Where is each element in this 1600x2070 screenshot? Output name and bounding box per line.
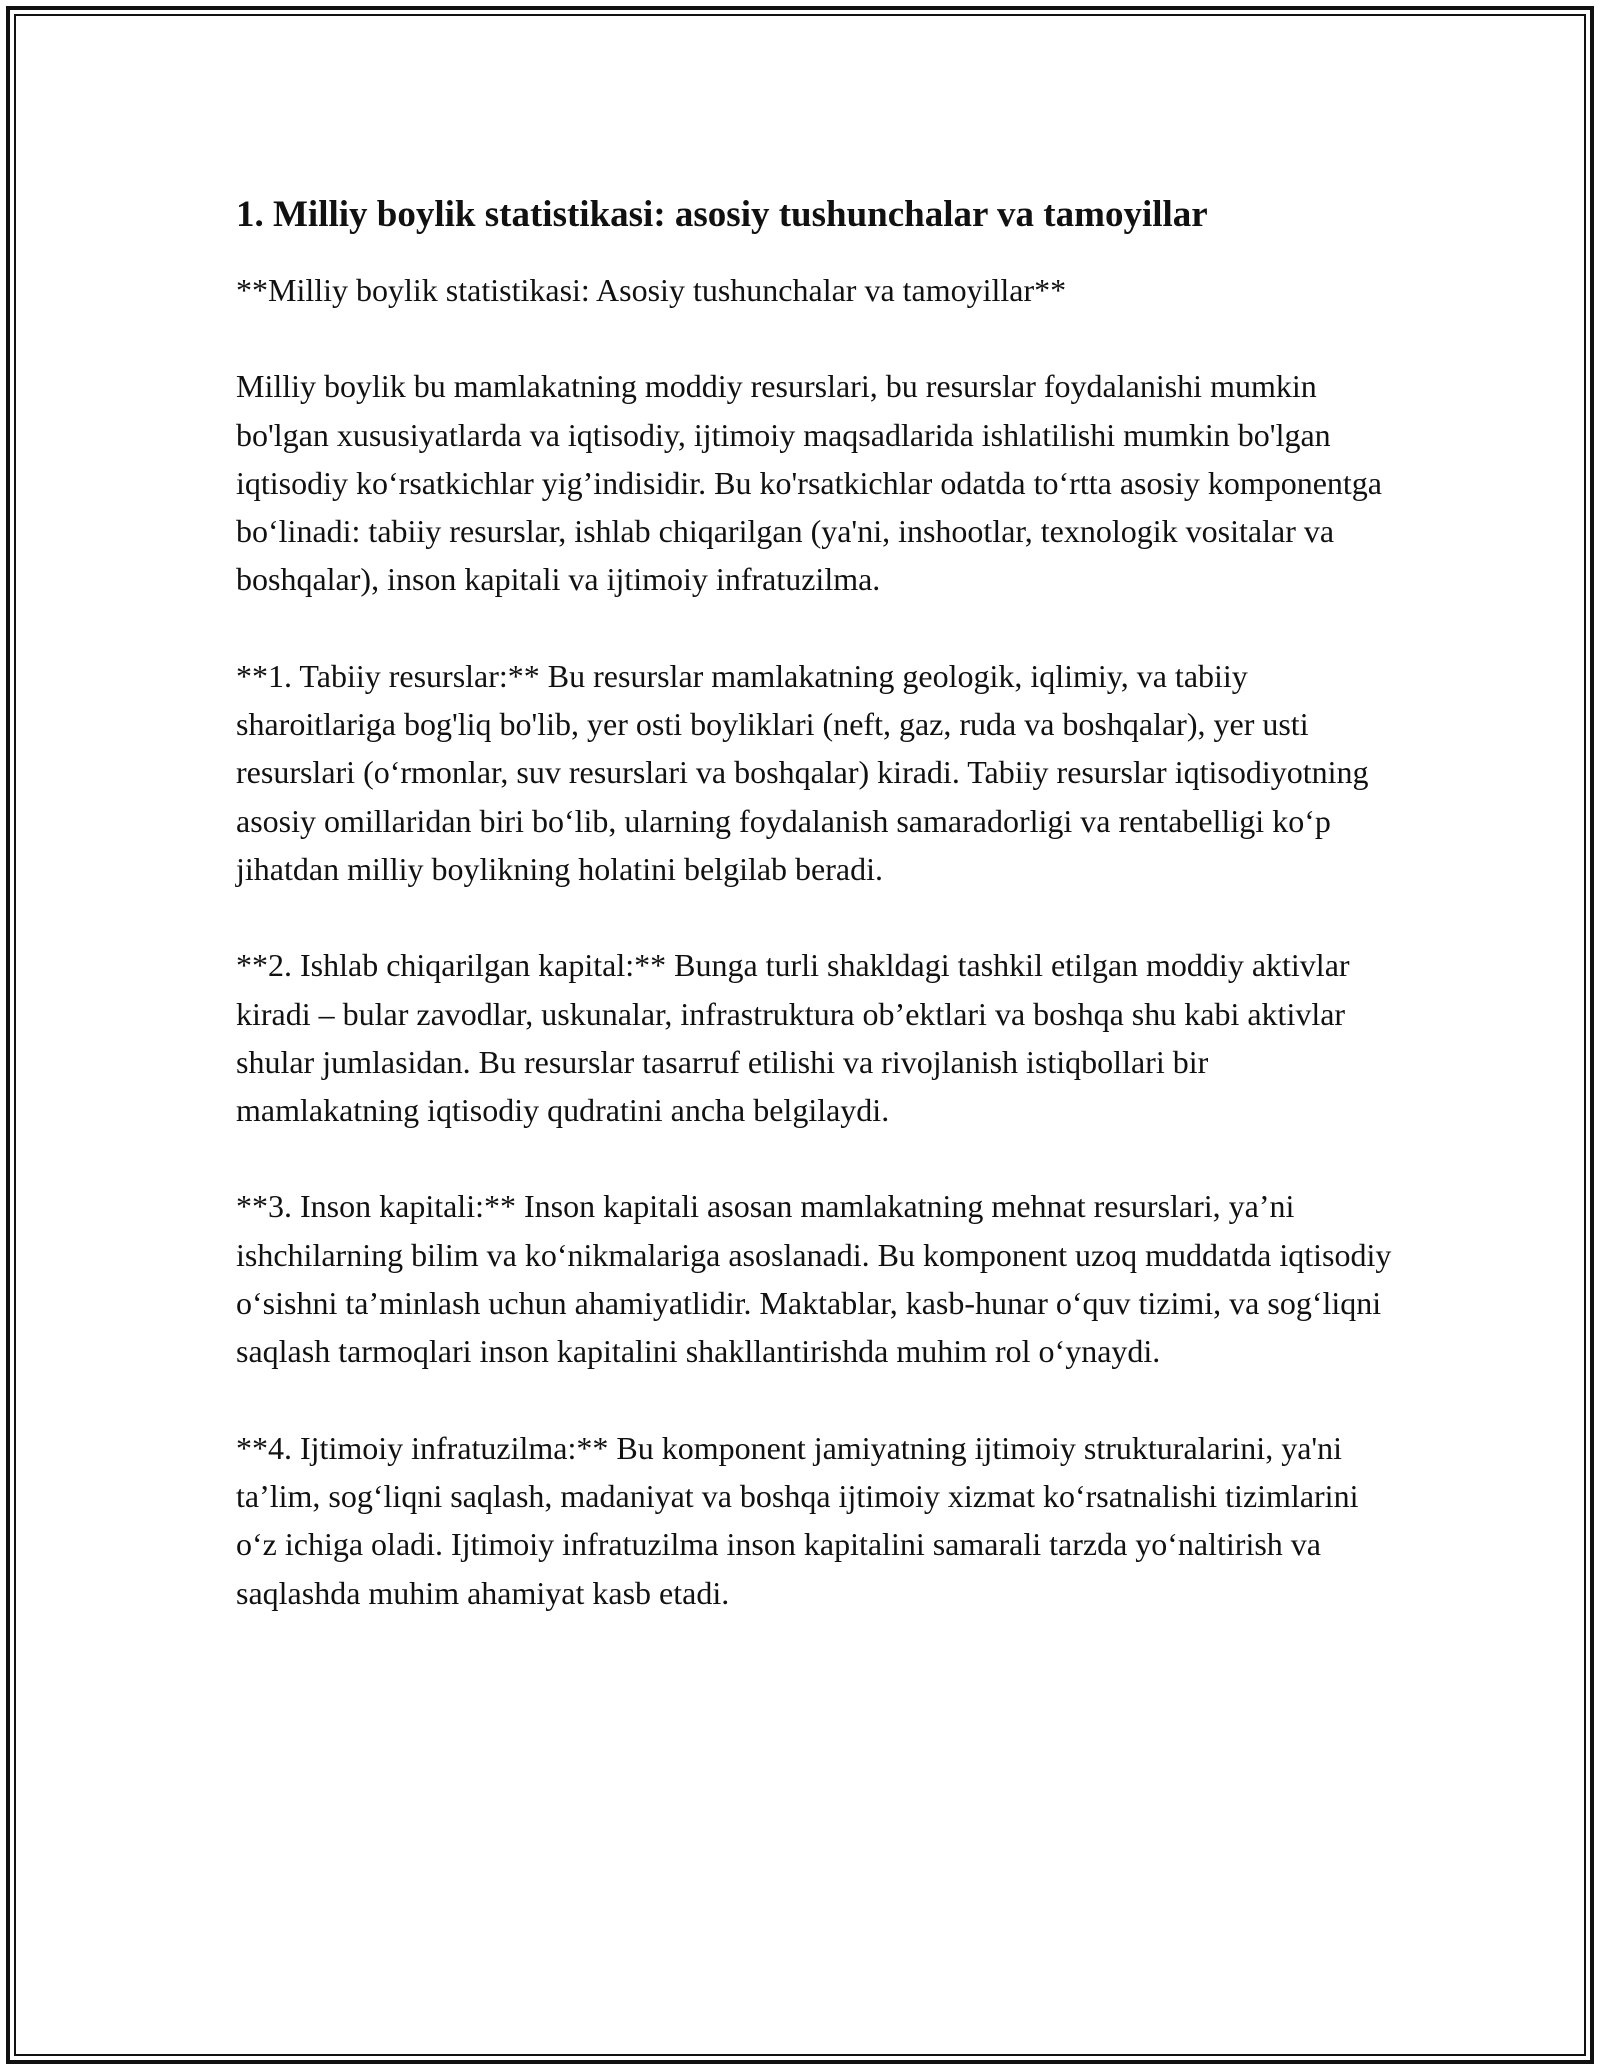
paragraph-human-capital: **3. Inson kapitali:** Inson kapitali asosan mamlakatning mehnat resurslari, ya’ni ishchilarning bilim va ko‘nikmalariga asoslanadi. Bu komponent uzoq muddatda iqtisodiy o‘sishni ta’minlash uchun ahamiyatlidir. Maktablar, kasb-hunar o‘quv tizimi, va sog‘liqni saqlash tarmoqlari inson kapitalini shakllantirishda muhim rol o‘ynaydi.	[236, 1188, 1392, 1370]
document-body	[236, 190, 1396, 1665]
paragraph-produced-capital: **2. Ishlab chiqarilgan kapital:** Bunga turli shakldagi tashkil etilgan moddiy aktivlar kiradi – bular zavodlar, uskunalar, infrastruktura ob’ektlari va boshqa shu kabi aktivlar shular jumlasidan. Bu resurslar tasarruf etilishi va rivojlanish istiqbollari bir mamlakatning iqtisodiy qudratini ancha belgilaydi.	[236, 947, 1350, 1129]
paragraph-intro: Milliy boylik bu mamlakatning moddiy resurslari, bu resurslar foydalanishi mumkin bo'lgan xususiyatlarda va iqtisodiy, ijtimoiy maqsadlarida ishlatilishi mumkin bo'lgan iqtisodiy ko‘rsatkichlar yig’indisidir. Bu ko'rsatkichlar odatda to‘rtta asosiy komponentga bo‘linadi: tabiiy resurslar, ishlab chiqarilgan (ya'ni, inshootlar, texnologik vositalar va boshqalar), inson kapitali va ijtimoiy infratuzilma.	[236, 368, 1382, 598]
paragraph-natural-resources: **1. Tabiiy resurslar:** Bu resurslar mamlakatning geologik, iqlimiy, va tabiiy sharoitlariga bog'liq bo'lib, yer osti boyliklari (neft, gaz, ruda va boshqalar), yer usti resurslari (o‘rmonlar, suv resurslari va boshqalar) kiradi. Tabiiy resurslar iqtisodiyotning asosiy omillaridan biri bo‘lib, ularning foydalanish samaradorligi va rentabelligi ko‘p jihatdan milliy boylikning holatini belgilab beradi.	[236, 657, 1369, 887]
document-title: 1. Milliy boylik statistikasi: asosiy tushunchalar va tamoyillar	[236, 194, 1208, 235]
paragraph-social-infrastructure: **4. Ijtimoiy infratuzilma:** Bu komponent jamiyatning ijtimoiy strukturalarini, ya'ni ta’lim, sog‘liqni saqlash, madaniyat va boshqa ijtimoiy xizmat ko‘rsatnalishi tizimlarini o‘z ichiga oladi. Ijtimoiy infratuzilma inson kapitalini samarali tarzda yo‘naltirish va saqlashda muhim ahamiyat kasb etadi.	[236, 1429, 1359, 1611]
document-subtitle: **Milliy boylik statistikasi: Asosiy tushunchalar va tamoyillar**	[236, 272, 1067, 308]
